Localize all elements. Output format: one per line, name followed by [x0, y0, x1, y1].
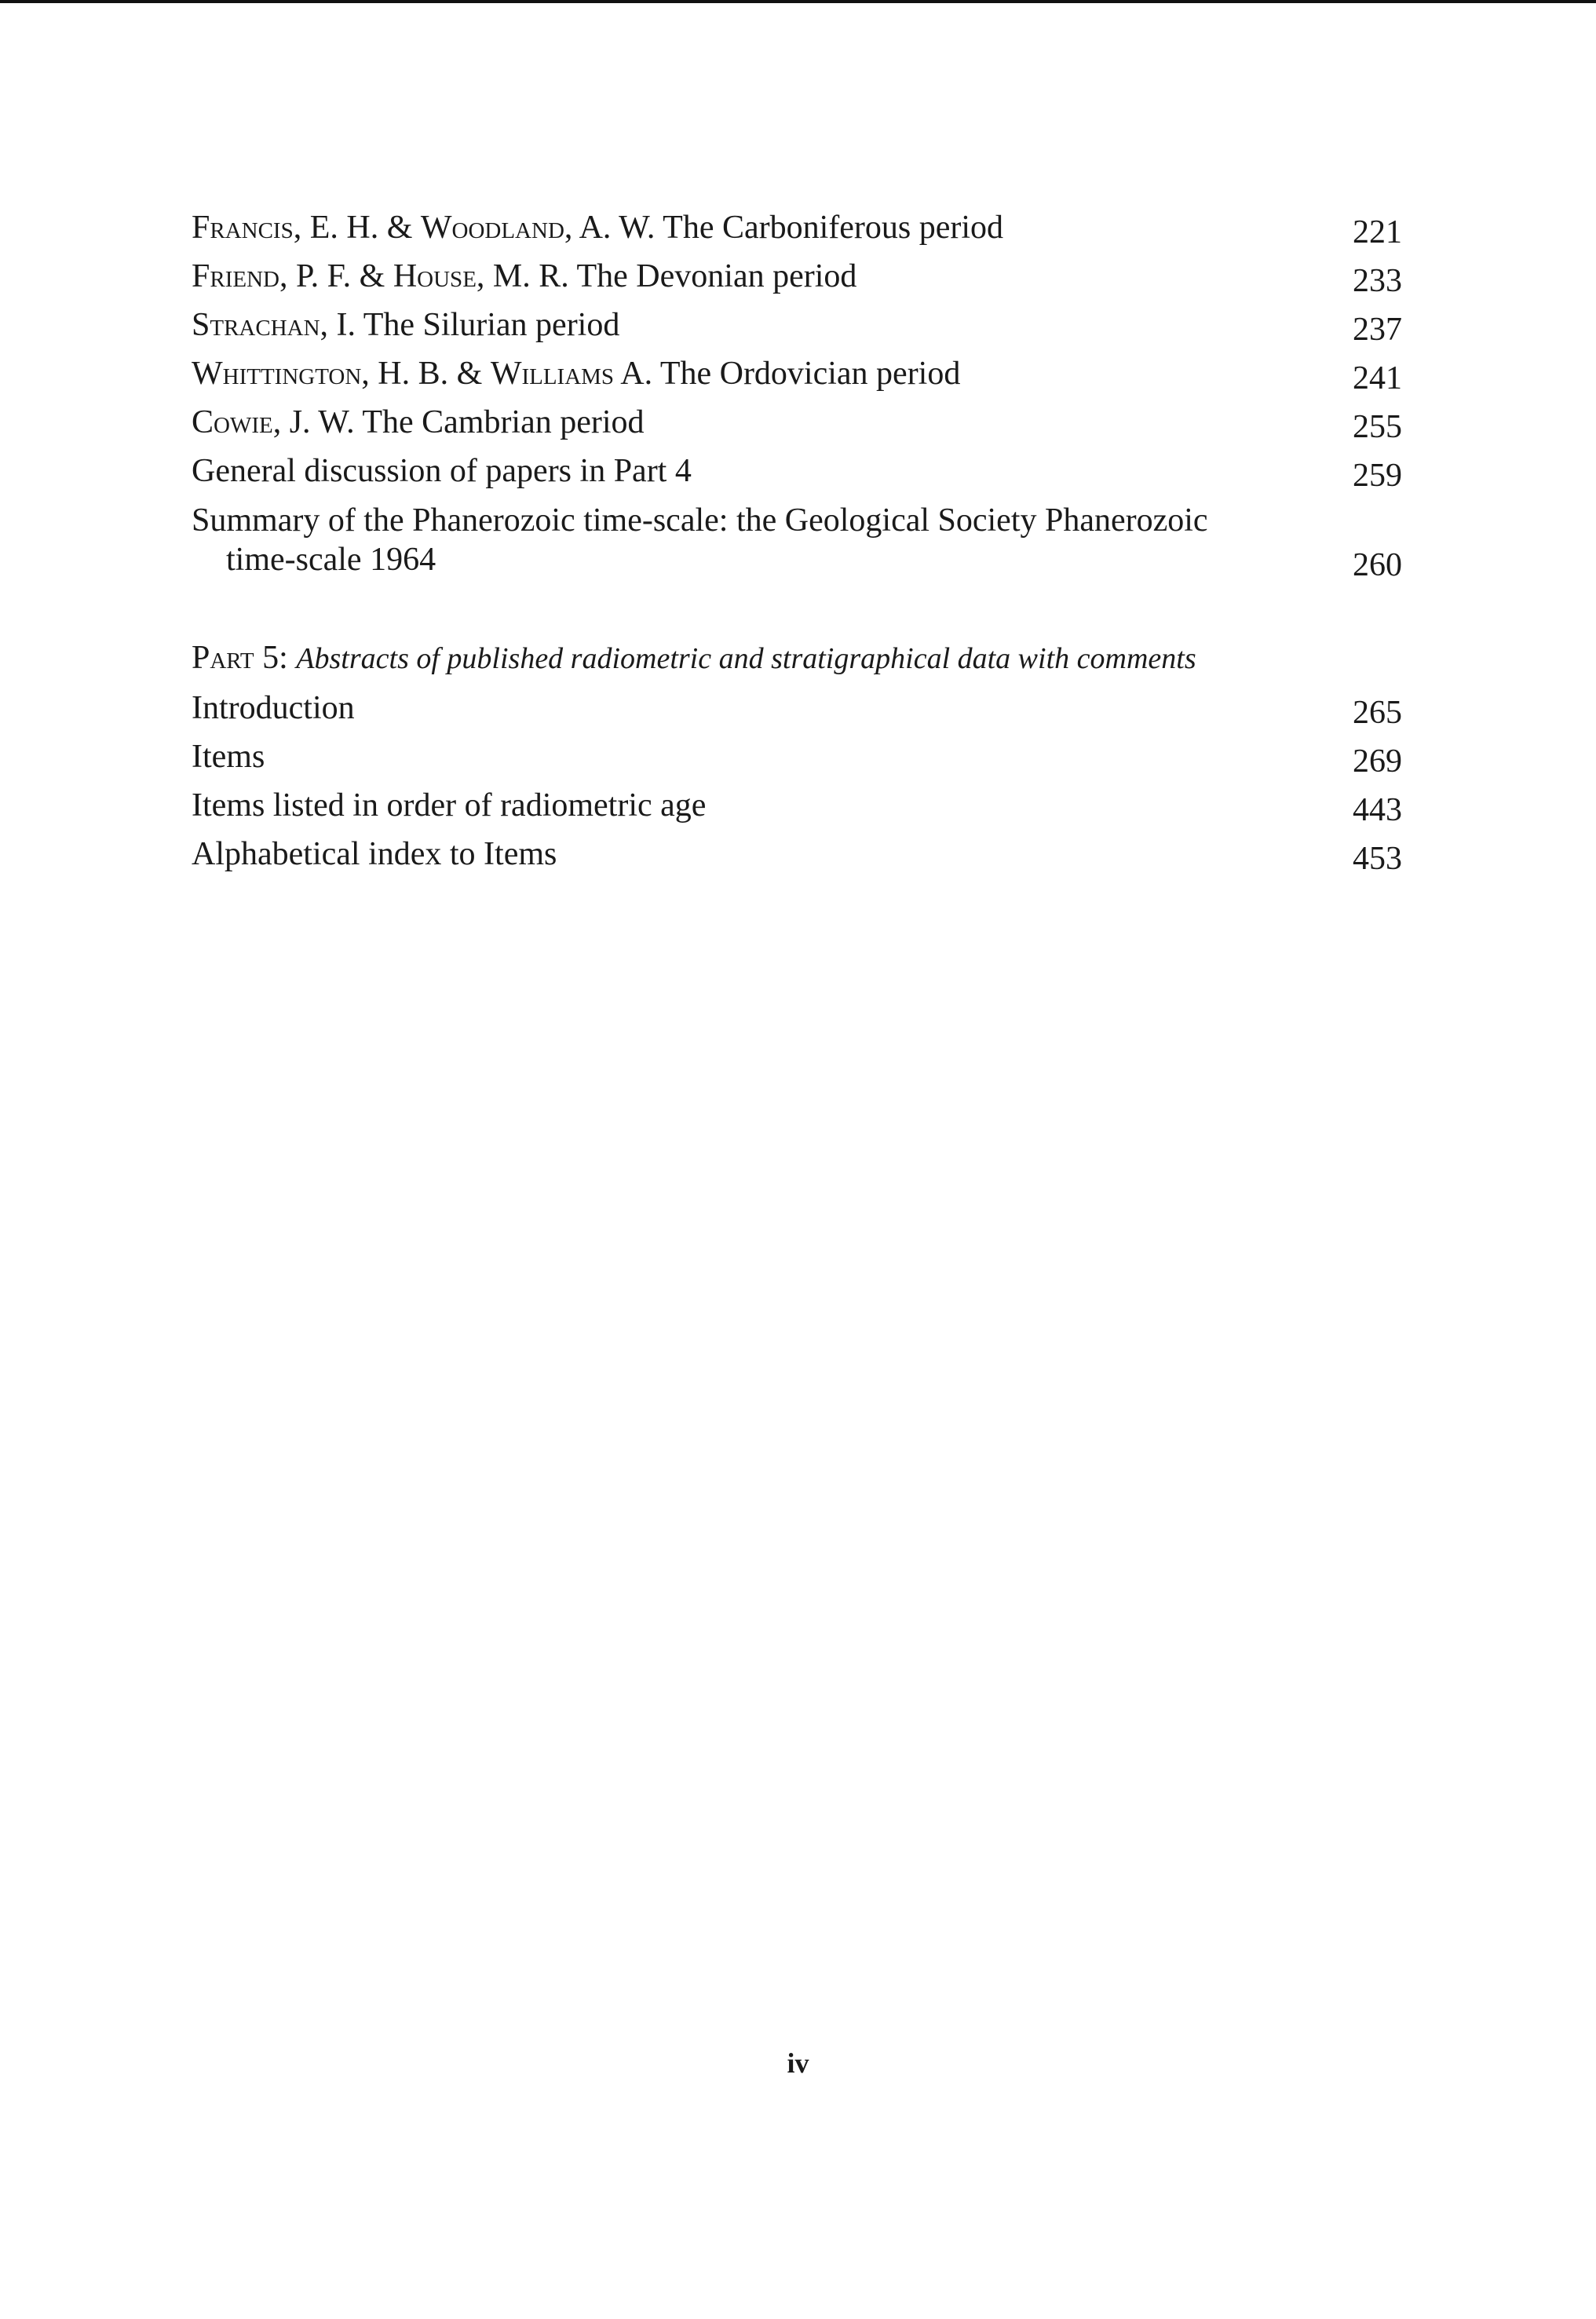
entry-text: , I. The Silurian period [320, 307, 620, 343]
toc-entry-cambrian [192, 404, 1402, 452]
entry-text: A. The Ordovician period [614, 356, 961, 392]
author-name: Cowie [192, 404, 273, 440]
toc-entry-title: General discussion of papers in Part 4 [192, 453, 692, 489]
entry-text: , P. F. & [279, 258, 393, 294]
table-of-contents [192, 209, 1402, 884]
toc-entry-alphabetical-index [192, 835, 1402, 884]
toc-entry-devonian [192, 257, 1402, 306]
toc-entry-title [192, 355, 1346, 393]
toc-entry-introduction [192, 689, 1402, 738]
section-spacer [192, 587, 1402, 639]
author-name: House [393, 258, 477, 294]
entry-text: , H. B. & [361, 356, 491, 392]
part-subtitle: Abstracts of published radiometric and stratigraphical data with comments [296, 642, 1196, 675]
entry-text: , E. H. & [293, 210, 421, 246]
page-number: 255 [1353, 409, 1402, 445]
author-name: Friend [192, 258, 279, 294]
author-name: Williams [490, 356, 615, 392]
toc-entry-items-by-age [192, 787, 1402, 835]
author-name: Whittington [192, 356, 362, 392]
entry-text: , A. W. The Carboniferous period [564, 210, 1004, 246]
summary-line-1: Summary of the Phanerozoic time-scale: the Geological Society Phanerozoic [192, 502, 1208, 539]
part-5-heading [192, 639, 1402, 689]
toc-entry-silurian [192, 306, 1402, 355]
entry-text: , M. R. The Devonian period [476, 258, 857, 294]
toc-entry-title: Items [192, 739, 265, 775]
page-folio: iv [787, 2047, 809, 2079]
entry-text: , J. W. The Cambrian period [272, 404, 645, 440]
toc-entry-title: Items listed in order of radiometric age [192, 787, 707, 824]
page-number: 269 [1353, 743, 1402, 780]
toc-entry-title [192, 404, 1346, 441]
author-name: Strachan [192, 307, 320, 343]
toc-entry-carboniferous [192, 209, 1402, 257]
toc-entry-title [192, 257, 1346, 295]
author-name: Woodland [420, 210, 564, 246]
toc-entry-title: Introduction [192, 690, 355, 726]
page-number: 453 [1353, 841, 1402, 877]
toc-entry-title [192, 306, 1346, 344]
page-number: 221 [1353, 214, 1402, 250]
part-label: Part 5 [192, 640, 279, 676]
top-border-rule [0, 0, 1596, 3]
toc-entry-title [192, 209, 1346, 247]
toc-entry-ordovician [192, 355, 1402, 404]
page-number: 265 [1353, 695, 1402, 731]
author-name: Francis [192, 210, 294, 246]
page-number: 237 [1353, 312, 1402, 348]
toc-entry-summary [192, 501, 1402, 587]
page-number: 241 [1353, 360, 1402, 396]
page-number: 233 [1353, 263, 1402, 299]
toc-entry-items [192, 738, 1402, 787]
part-separator: : [279, 640, 297, 676]
summary-line-2: time-scale 1964 [226, 542, 436, 578]
page-number: 259 [1353, 458, 1402, 494]
toc-entry-general-discussion [192, 452, 1402, 501]
page-number: 260 [1353, 547, 1402, 583]
toc-entry-title [192, 501, 1346, 579]
toc-entry-title: Alphabetical index to Items [192, 836, 557, 872]
page-number: 443 [1353, 792, 1402, 828]
